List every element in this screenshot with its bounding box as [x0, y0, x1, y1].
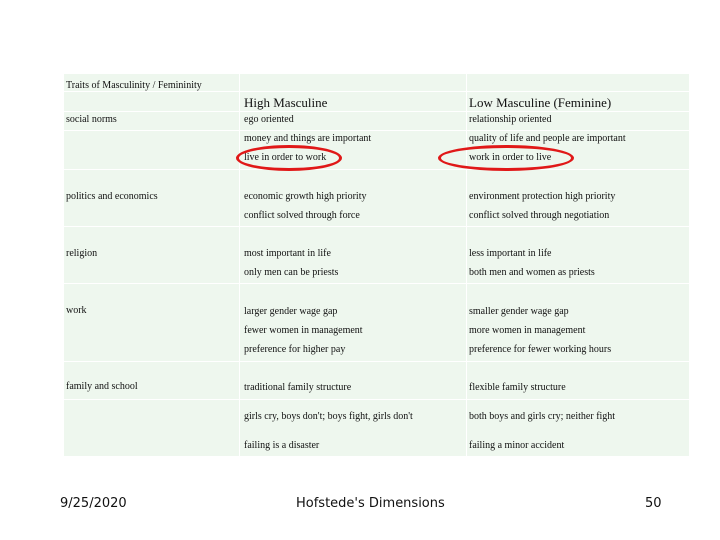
high-trait: failing is a disaster: [244, 440, 320, 451]
header-low-masculine: Low Masculine (Feminine): [469, 95, 612, 110]
low-trait: less important in life: [469, 248, 552, 259]
category-label: social norms: [66, 114, 117, 125]
footer-date: 9/25/2020: [60, 496, 127, 511]
header-high-masculine: High Masculine: [244, 95, 328, 110]
high-trait: conflict solved through force: [244, 210, 360, 221]
page-number: 50: [645, 496, 662, 511]
low-trait: both men and women as priests: [469, 267, 595, 278]
table-title: Traits of Masculinity / Femininity: [66, 80, 202, 91]
low-trait: preference for fewer working hours: [469, 344, 612, 355]
low-trait: conflict solved through negotiation: [469, 210, 610, 221]
high-trait: girls cry, boys don't; boys fight, girls don't: [244, 411, 413, 422]
high-trait: traditional family structure: [244, 382, 352, 393]
row-divider: [64, 226, 689, 227]
category-label: religion: [66, 248, 98, 259]
high-trait: money and things are important: [244, 133, 372, 144]
category-label: family and school: [66, 381, 138, 392]
highlight-circle-high: [236, 145, 342, 171]
high-trait: preference for higher pay: [244, 344, 346, 355]
footer-title: Hofstede's Dimensions: [296, 496, 445, 511]
high-trait: economic growth high priority: [244, 191, 367, 202]
high-trait: fewer women in management: [244, 325, 363, 336]
low-trait: quality of life and people are important: [469, 133, 626, 144]
traits-table: [64, 74, 689, 456]
low-trait: work in order to live: [469, 152, 552, 163]
low-trait: both boys and girls cry; neither fight: [469, 411, 616, 422]
low-trait: environment protection high priority: [469, 191, 616, 202]
high-trait: ego oriented: [244, 114, 294, 125]
low-trait: failing a minor accident: [469, 440, 565, 451]
row-divider: [64, 361, 689, 362]
high-trait: most important in life: [244, 248, 331, 259]
row-divider: [64, 130, 689, 131]
low-trait: smaller gender wage gap: [469, 306, 569, 317]
high-trait: only men can be priests: [244, 267, 339, 278]
low-trait: flexible family structure: [469, 382, 566, 393]
category-label: work: [66, 305, 87, 316]
highlight-circle-low: [438, 145, 574, 171]
category-label: politics and economics: [66, 191, 158, 202]
low-trait: relationship oriented: [469, 114, 552, 125]
row-divider: [64, 169, 689, 170]
row-divider: [64, 283, 689, 284]
low-trait: more women in management: [469, 325, 586, 336]
high-trait: larger gender wage gap: [244, 306, 338, 317]
row-divider: [64, 399, 689, 400]
high-trait: live in order to work: [244, 152, 327, 163]
